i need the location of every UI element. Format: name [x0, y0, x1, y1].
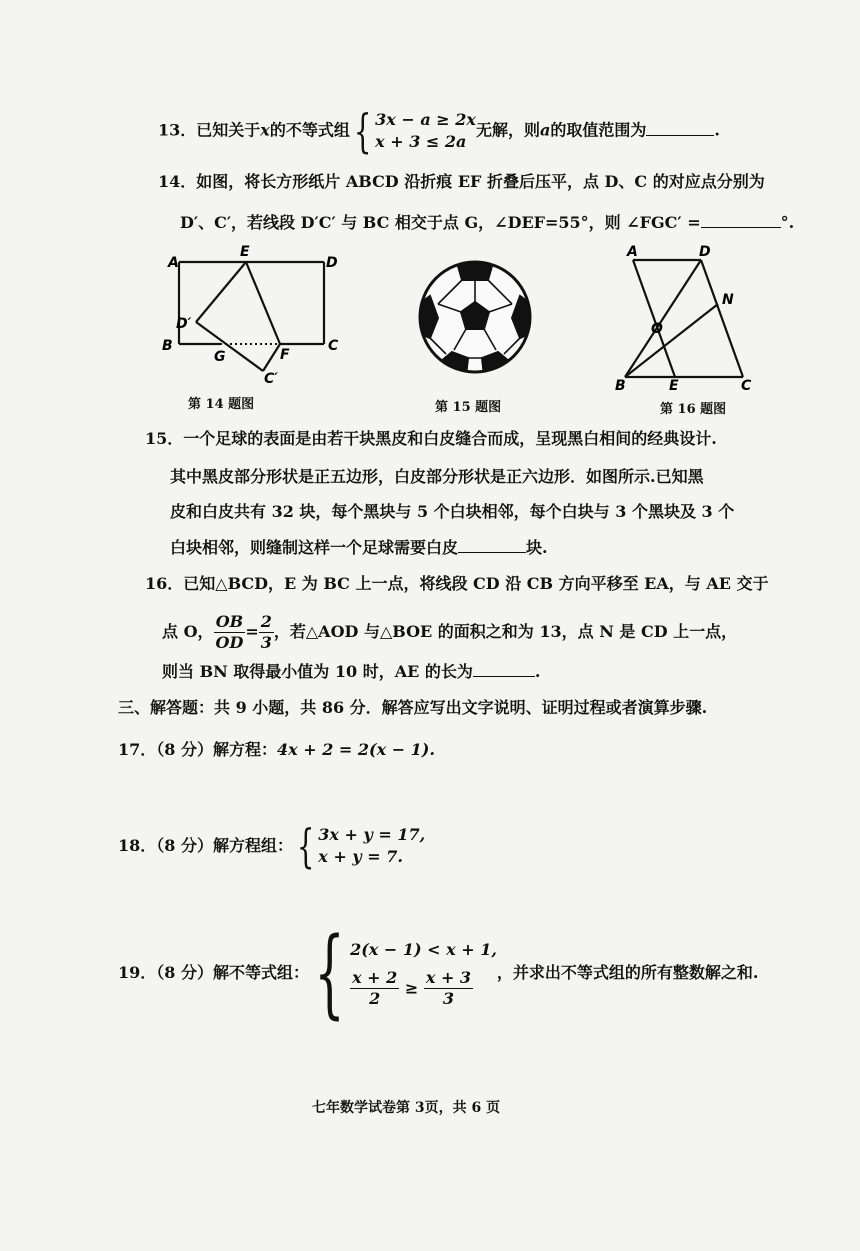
- q16-line2-suffix: ，若△AOD 与△BOE 的面积之和为 13，点 N 是 CD 上一点，: [273, 622, 738, 641]
- fig16-side-DC: [701, 260, 743, 377]
- q13-suffix: 的取值范围为: [550, 120, 647, 140]
- q19-ineq2: [350, 968, 497, 1009]
- q18-eq2: x + y = 7.: [318, 847, 403, 866]
- figure-14-caption: 第 14 题图: [188, 397, 255, 412]
- fig14-side-C-prime-F: [263, 344, 280, 371]
- fig16-label-D: D: [699, 244, 711, 260]
- fig14-label-G: G: [214, 349, 226, 365]
- fig14-side-ED-prime: [196, 262, 246, 322]
- fig14-fold-EF: [246, 262, 280, 344]
- q13-mid: 的不等式组: [269, 120, 350, 140]
- question-16-line-2: [162, 612, 737, 653]
- question-14-line-1: 14．如图，将长方形纸片 ABCD 沿折痕 EF 折叠后压平，点 D、C 的对应点分别为: [158, 172, 765, 191]
- q16-fraction-ob-od: [214, 612, 246, 653]
- q17-label: 17．（8 分）解方程：: [118, 740, 277, 759]
- fig14-label-A: A: [168, 255, 179, 271]
- q16-eq: =: [245, 622, 259, 641]
- q19-brace: {: [314, 917, 345, 1029]
- fig14-label-E: E: [240, 244, 250, 260]
- q16-frac1-num: OB: [214, 612, 246, 633]
- q17-equation: 4x + 2 = 2(x − 1).: [276, 740, 435, 759]
- page-footer: 七年数学试卷第 3页，共 6 页: [312, 1100, 501, 1116]
- question-19: [118, 917, 759, 1029]
- q14-line2-end: °.: [780, 213, 795, 232]
- question-16-line-3: [162, 660, 540, 683]
- fig16-label-A: A: [627, 244, 638, 260]
- fig16-label-O: O: [651, 321, 663, 337]
- q13-after-system: 无解，则: [475, 120, 540, 140]
- fig16-label-C: C: [741, 378, 752, 390]
- q19-frac-a-num: x + 2: [352, 967, 398, 987]
- q19-frac-b: [424, 968, 473, 1009]
- figure-16-caption: 第 16 题图: [660, 402, 727, 417]
- q13-var-a: a: [539, 120, 551, 140]
- figure-15-caption: 第 15 题图: [435, 400, 502, 415]
- fig16-side-AE: [633, 260, 675, 377]
- q19-frac-a-den: 2: [369, 988, 381, 1008]
- q18-brace: {: [296, 819, 315, 873]
- question-16-line-1: 16．已知△BCD，E 为 BC 上一点，将线段 CD 沿 CB 方向平移至 EA，与 AE 交于: [145, 574, 769, 593]
- q13-brace: {: [353, 104, 372, 158]
- q15-answer-blank[interactable]: [458, 536, 526, 553]
- q16-line3-text: 则当 BN 取得最小值为 10 时，AE 的长为: [162, 662, 473, 681]
- fig16-label-N: N: [722, 292, 734, 308]
- q16-frac2-den: 3: [260, 633, 272, 652]
- fig16-label-E: E: [669, 378, 679, 390]
- q19-frac-a: [350, 968, 399, 1009]
- figure-14: [160, 240, 350, 390]
- fig14-label-F: F: [280, 347, 290, 363]
- fig14-label-C: C: [328, 338, 339, 354]
- q13-prefix: 13．已知关于: [158, 120, 261, 140]
- fig14-label-D-prime: D′: [176, 316, 192, 332]
- fig16-label-B: B: [615, 378, 626, 390]
- q13-var-x: x: [260, 120, 270, 140]
- fig14-label-D: D: [326, 255, 338, 271]
- q16-line3-end: .: [534, 662, 541, 681]
- q19-label: 19．（8 分）解不等式组：: [118, 963, 309, 982]
- q19-ineq1: 2(x − 1) < x + 1,: [350, 939, 497, 959]
- q15-line4-end: 块.: [526, 538, 548, 557]
- question-17: [118, 739, 435, 761]
- question-14-line-2: [180, 211, 794, 234]
- figure-15-soccer-ball: [416, 258, 534, 376]
- q15-line4-text: 白块相邻，则缝制这样一个足球需要白皮: [170, 538, 459, 557]
- q18-system: [318, 824, 425, 868]
- fig16-segment-BD: [625, 260, 701, 377]
- q19-system: [350, 938, 497, 1009]
- section-3-title: 三、解答题：共 9 小题，共 86 分．解答应写出文字说明、证明过程或者演算步骤.: [118, 698, 708, 717]
- question-15-line-2: 其中黑皮部分形状是正五边形，白皮部分形状是正六边形．如图所示.已知黑: [170, 467, 704, 486]
- fig14-label-B: B: [162, 338, 173, 354]
- q13-ineq2: x + 3 ≤ 2a: [375, 132, 467, 151]
- q16-answer-blank[interactable]: [473, 660, 535, 677]
- q16-frac1-den: OD: [215, 633, 244, 652]
- q16-frac2-num: 2: [260, 612, 272, 631]
- q13-answer-blank[interactable]: [646, 119, 714, 136]
- q16-line2-prefix: 点 O，: [162, 622, 214, 641]
- question-15-line-4: [170, 536, 548, 559]
- question-15-line-1: 15．一个足球的表面是由若干块黑皮和白皮缝合而成，呈现黑白相间的经典设计.: [145, 429, 717, 448]
- q14-line2-text: D′、C′，若线段 D′C′ 与 BC 相交于点 G，∠DEF=55°，则 ∠FGC′ =: [180, 213, 701, 232]
- q16-fraction-2-3: [259, 612, 274, 653]
- q19-suffix: ，并求出不等式组的所有整数解之和.: [496, 963, 759, 982]
- q18-label: 18．（8 分）解方程组：: [118, 836, 293, 855]
- q13-ineq1: 3x − a ≥ 2x: [375, 110, 476, 129]
- question-13: [158, 104, 720, 158]
- q14-answer-blank[interactable]: [701, 211, 781, 228]
- q19-frac-b-den: 3: [442, 988, 455, 1008]
- figure-16: [605, 240, 765, 390]
- q18-eq1: 3x + y = 17,: [318, 825, 426, 844]
- q19-ge: ≥: [404, 978, 419, 997]
- q13-system: [375, 109, 476, 153]
- fig14-side-D-prime-C-prime: [196, 322, 263, 371]
- q13-end: .: [714, 120, 720, 140]
- q19-frac-b-num: x + 3: [425, 967, 472, 987]
- fig14-label-C-prime: C′: [264, 371, 278, 387]
- question-18: [118, 819, 426, 873]
- question-15-line-3: 皮和白皮共有 32 块，每个黑块与 5 个白块相邻，每个白块与 3 个黑块及 3 个: [170, 502, 735, 521]
